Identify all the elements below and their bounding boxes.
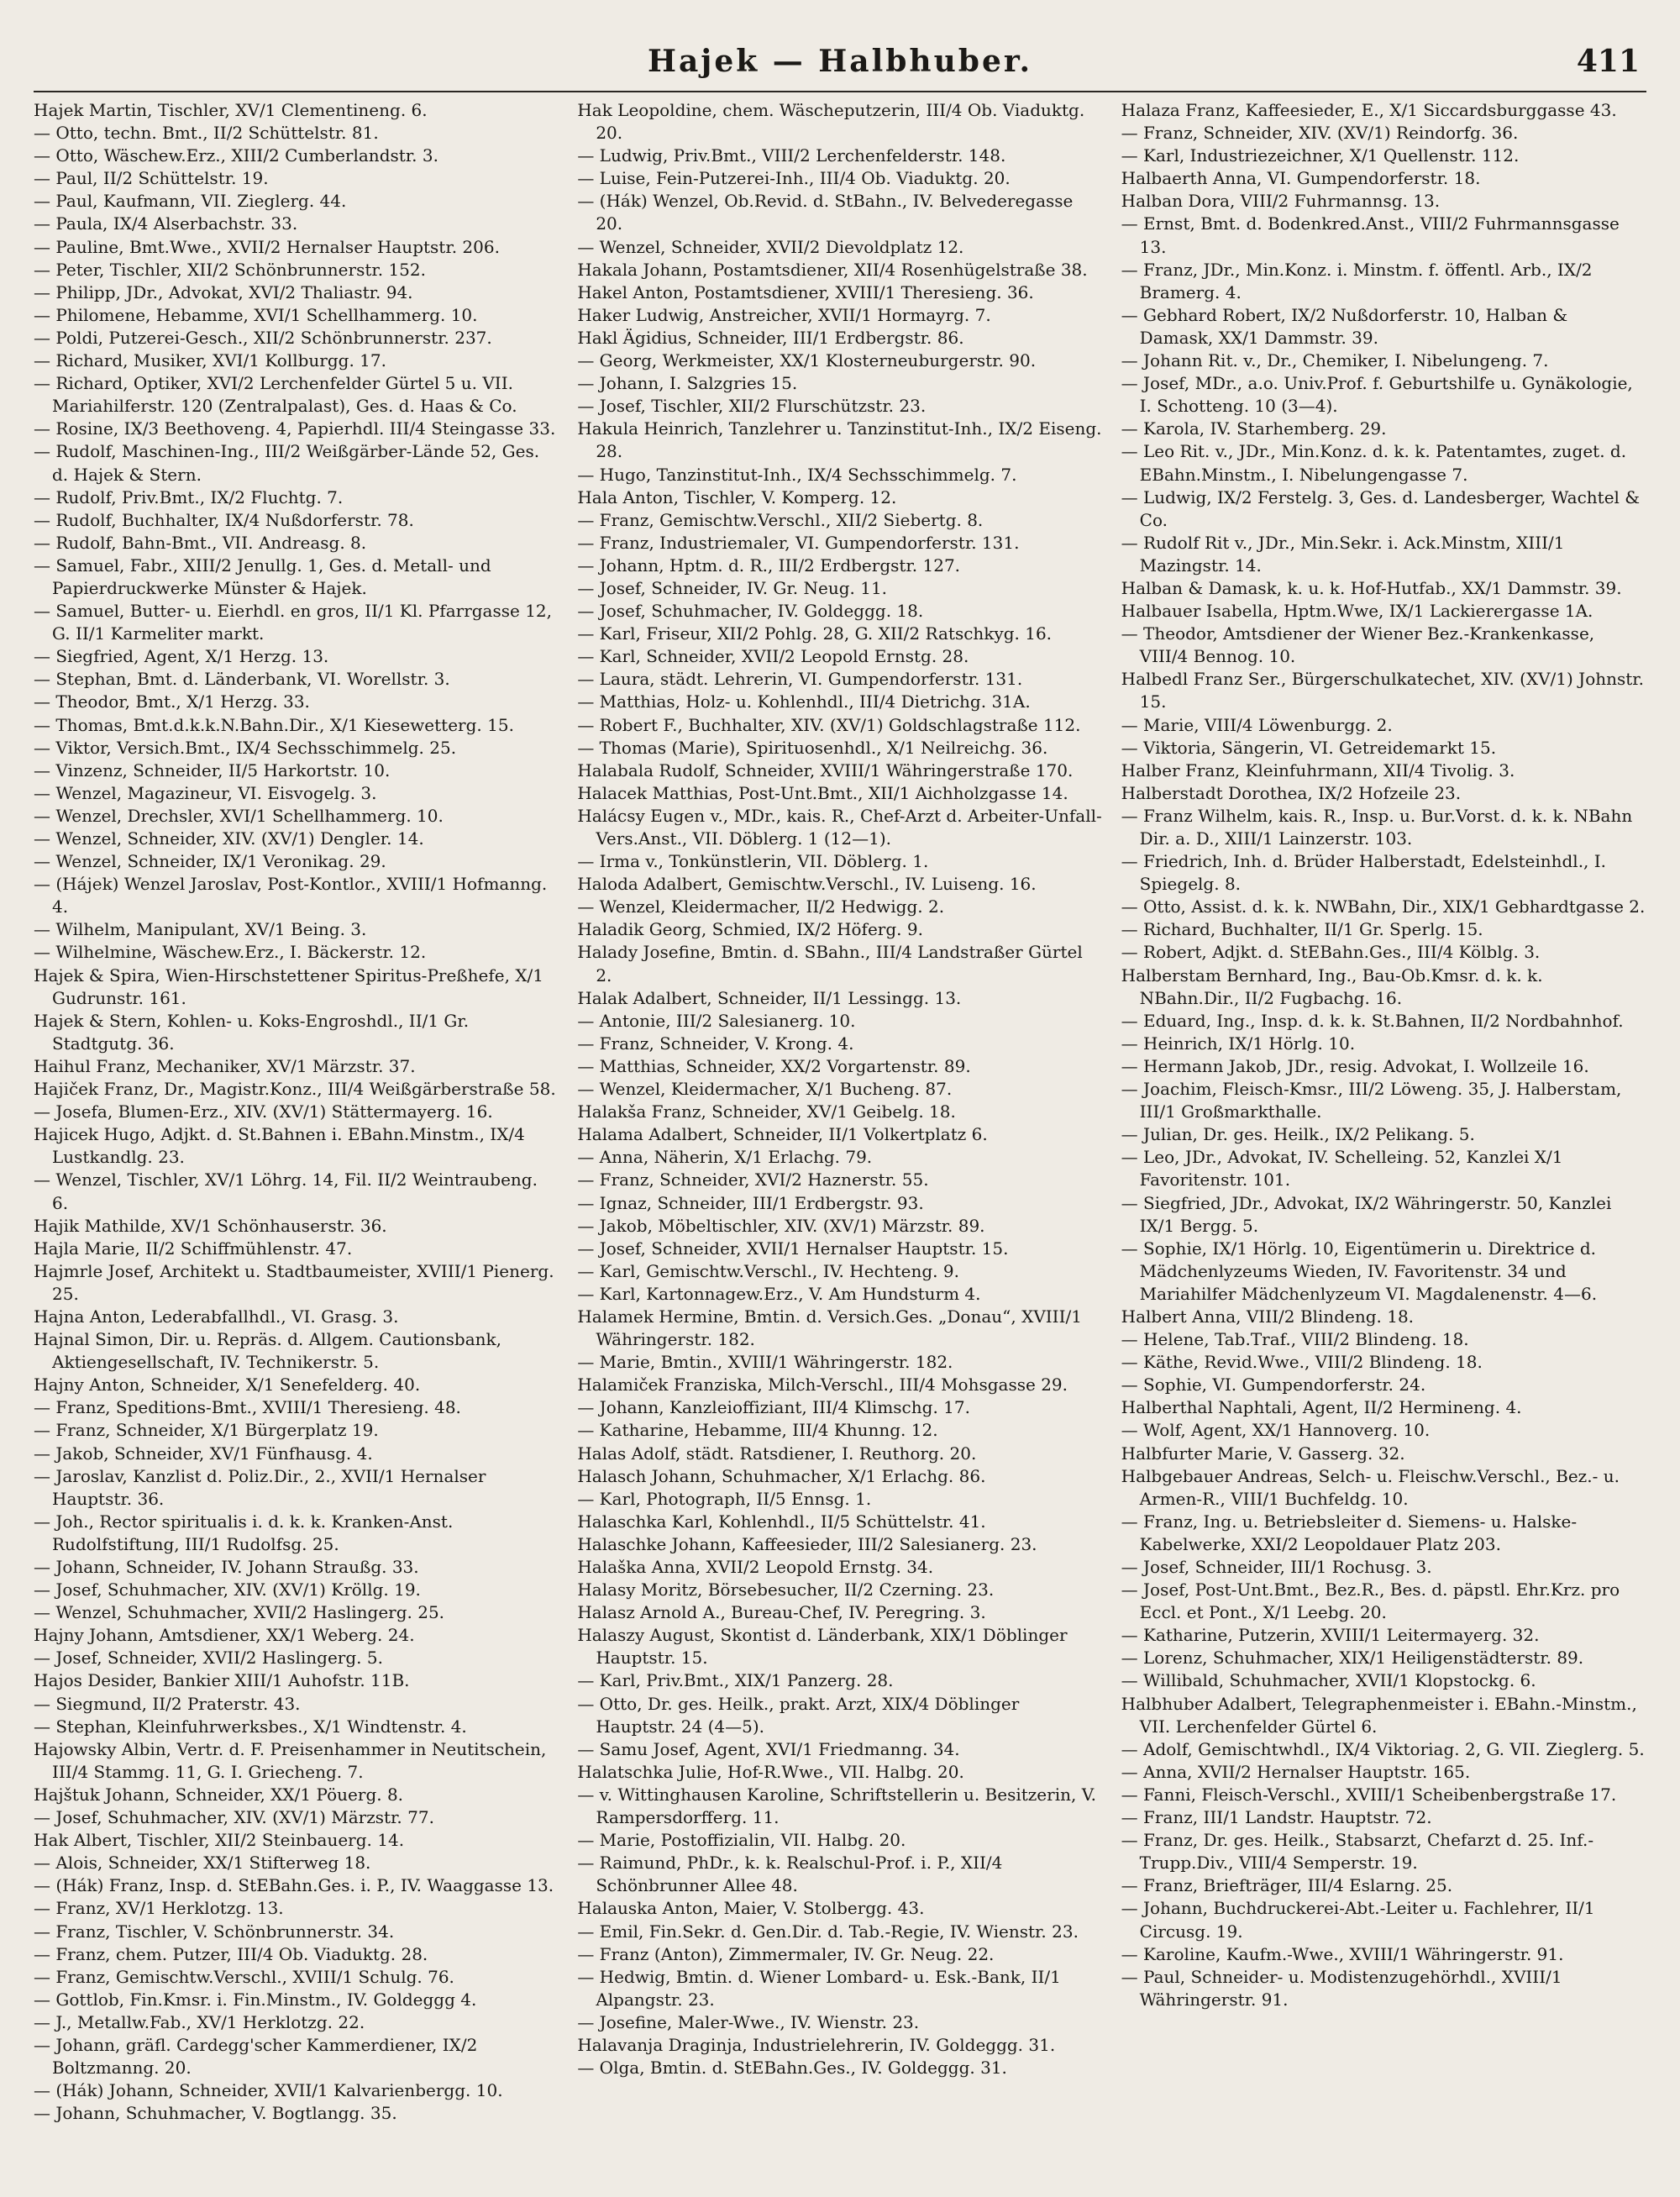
directory-entry: Halaszy August, Skontist d. Länderbank, XIX/1 Döblinger Hauptstr. 15. xyxy=(577,1625,1068,1669)
directory-entry: — Rudolf, Priv.Bmt., IX/2 Fluchtg. 7. xyxy=(34,486,344,507)
directory-entry: — Otto, Dr. ges. Heilk., prakt. Arzt, XIX/4 Döblinger Hauptstr. 24 (4—5). xyxy=(577,1693,1020,1737)
directory-entry: — Josef, Post-Unt.Bmt., Bez.R., Bes. d. päpstl. Ehr.Krz. pro Eccl. et Pont., X/1 Leebg. 20. xyxy=(1121,1579,1620,1623)
directory-entry: Halaschke Johann, Kaffeesieder, III/2 Salesianerg. 23. xyxy=(577,1533,1037,1554)
directory-entry: — Joh., Rector spiritualis i. d. k. k. Kranken-Anst. Rudolfstiftung, III/1 Rudolfsg. 25. xyxy=(34,1511,454,1554)
directory-entry: — (Hák) Johann, Schneider, XVII/1 Kalvarienbergg. 10. xyxy=(34,2080,503,2101)
directory-entry: Hajos Desider, Bankier XIII/1 Auhofstr. 11B. xyxy=(34,1670,410,1691)
directory-entry: — Helene, Tab.Traf., VIII/2 Blindeng. 18. xyxy=(1121,1329,1469,1350)
directory-entry: — Josef, Schuhmacher, XIV. (XV/1) Märzstr. 77. xyxy=(34,1807,434,1828)
directory-entry: Halaschka Karl, Kohlenhdl., II/5 Schüttelstr. 41. xyxy=(577,1511,986,1532)
directory-entry: — Julian, Dr. ges. Heilk., IX/2 Pelikang. 5. xyxy=(1121,1124,1475,1145)
directory-entry: Halacek Matthias, Post-Unt.Bmt., XII/1 Aichholzgasse 14. xyxy=(577,782,1068,803)
directory-entry: — Hermann Jakob, JDr., resig. Advokat, I. Wollzeile 16. xyxy=(1121,1055,1589,1076)
column-1 xyxy=(34,99,559,2172)
directory-entry: — Franz, Schneider, X/1 Bürgerplatz 19. xyxy=(34,1420,379,1441)
directory-entry: Halas Adolf, städt. Ratsdiener, I. Reuthorg. 20. xyxy=(577,1443,977,1464)
directory-entry: — Leo, JDr., Advokat, IV. Schelleing. 52, Kanzlei X/1 Favoritenstr. 101. xyxy=(1121,1147,1563,1190)
directory-entry: — Rudolf, Buchhalter, IX/4 Nußdorferstr. 78. xyxy=(34,509,414,530)
directory-entry: — Wenzel, Tischler, XV/1 Löhrg. 14, Fil. II/2 Weintraubeng. 6. xyxy=(34,1169,538,1213)
directory-entry: — Poldi, Putzerei-Gesch., XII/2 Schönbrunnerstr. 237. xyxy=(34,327,492,348)
directory-entry: Hajek Martin, Tischler, XV/1 Clementineng. 6. xyxy=(34,100,428,120)
directory-entry: — Rosine, IX/3 Beethoveng. 4, Papierhdl. III/4 Steingasse 33. xyxy=(34,418,556,439)
directory-entry: Haihul Franz, Mechaniker, XV/1 Märzstr. 37. xyxy=(34,1055,416,1076)
directory-entry: — Wenzel, Kleidermacher, II/2 Hedwigg. 2. xyxy=(577,896,945,917)
directory-entry: — Josef, Tischler, XII/2 Flurschützstr. 23. xyxy=(577,396,927,417)
column-2 xyxy=(577,99,1102,2172)
directory-entry: — Ignaz, Schneider, III/1 Erdbergstr. 93. xyxy=(577,1192,924,1213)
directory-entry: — Leo Rit. v., JDr., Min.Konz. d. k. k. Patentamtes, zuget. d. EBahn.Minstm., I. Nibelungengasse 7. xyxy=(1121,441,1627,485)
directory-entry: — Laura, städt. Lehrerin, VI. Gumpendorferstr. 131. xyxy=(577,669,1023,690)
directory-entry: — Johann, Schuhmacher, V. Bogtlangg. 35. xyxy=(34,2103,397,2124)
directory-entry: Hajny Anton, Schneider, X/1 Senefelderg. 40. xyxy=(34,1374,421,1395)
directory-entry: — Franz, chem. Putzer, III/4 Ob. Viaduktg. 28. xyxy=(34,1943,428,1964)
directory-entry: Halbauer Isabella, Hptm.Wwe, IX/1 Lackierergasse 1A. xyxy=(1121,601,1593,622)
directory-entry: — Wenzel, Magazineur, VI. Eisvogelg. 3. xyxy=(34,782,377,803)
directory-entry: Halady Josefine, Bmtin. d. SBahn., III/4 Landstraßer Gürtel 2. xyxy=(577,942,1083,985)
directory-entry: — (Hák) Wenzel, Ob.Revid. d. StBahn., IV. Belvederegasse 20. xyxy=(577,191,1074,234)
directory-entry: Hajštuk Johann, Schneider, XX/1 Pöuerg. 8. xyxy=(34,1784,404,1805)
directory-entry: Haloda Adalbert, Gemischtw.Verschl., IV. Luiseng. 16. xyxy=(577,874,1037,895)
directory-entry: — Karl, Kartonnagew.Erz., V. Am Hundsturm 4. xyxy=(577,1283,981,1304)
directory-entry: — Sophie, IX/1 Hörlg. 10, Eigentümerin u. Direktrice d. Mädchenlyzeums Wieden, IV. Favoritenstr. 34 und Mariahilfer Mädchenlyzeum VI. Magdalenenstr. 4—6. xyxy=(1121,1238,1598,1304)
directory-entry: — Antonie, III/2 Salesianerg. 10. xyxy=(577,1010,856,1031)
directory-entry: Hajnal Simon, Dir. u. Repräs. d. Allgem. Cautionsbank, Aktiengesellschaft, IV. Technikerstr. 5. xyxy=(34,1329,501,1373)
directory-entry: — (Hák) Franz, Insp. d. StEBahn.Ges. i. P., IV. Waaggasse 13. xyxy=(34,1875,554,1896)
directory-entry: — Katharine, Putzerin, XVIII/1 Leitermayerg. 32. xyxy=(1121,1625,1540,1646)
directory-entry: — Siegmund, II/2 Praterstr. 43. xyxy=(34,1693,301,1714)
directory-entry: — Karola, IV. Starhemberg. 29. xyxy=(1121,418,1387,439)
directory-entry: Halama Adalbert, Schneider, II/1 Volkertplatz 6. xyxy=(577,1124,988,1145)
directory-entry: Halamek Hermine, Bmtin. d. Versich.Ges. „Donau“, XVIII/1 Währingerstr. 182. xyxy=(577,1306,1082,1350)
directory-entry: — Marie, Postoffizialin, VII. Halbg. 20. xyxy=(577,1830,906,1851)
directory-entry: — Otto, techn. Bmt., II/2 Schüttelstr. 81. xyxy=(34,123,379,144)
directory-entry: Halasy Moritz, Börsebesucher, II/2 Czerning. 23. xyxy=(577,1579,995,1600)
directory-entry: — Anna, XVII/2 Hernalser Hauptstr. 165. xyxy=(1121,1761,1471,1782)
directory-entry: — Otto, Wäschew.Erz., XIII/2 Cumberlandstr. 3. xyxy=(34,145,438,166)
directory-entry: Hajmrle Josef, Architekt u. Stadtbaumeister, XVIII/1 Pienerg. 25. xyxy=(34,1260,554,1304)
directory-entry: — Marie, VIII/4 Löwenburgg. 2. xyxy=(1121,714,1393,735)
directory-entry: — Johann, Buchdruckerei-Abt.-Leiter u. Fachlehrer, II/1 Circusg. 19. xyxy=(1121,1898,1595,1942)
directory-entry: — Richard, Musiker, XVI/1 Kollburgg. 17. xyxy=(34,350,386,371)
directory-entry: — Fanni, Fleisch-Verschl., XVIII/1 Scheibenbergstraße 17. xyxy=(1121,1784,1617,1805)
directory-entry: — Philipp, JDr., Advokat, XVI/2 Thaliastr. 94. xyxy=(34,281,413,302)
directory-entry: — Anna, Näherin, X/1 Erlachg. 79. xyxy=(577,1147,873,1168)
directory-entry: — Theodor, Amtsdiener der Wiener Bez.-Krankenkasse, VIII/4 Bennog. 10. xyxy=(1121,623,1595,667)
directory-entry: — Karl, Gemischtw.Verschl., IV. Hechteng. 9. xyxy=(577,1260,959,1281)
directory-entry: — Irma v., Tonkünstlerin, VII. Döblerg. 1. xyxy=(577,851,929,872)
directory-entry: — Franz, Briefträger, III/4 Eslarng. 25. xyxy=(1121,1875,1453,1896)
directory-entry: Hajny Johann, Amtsdiener, XX/1 Weberg. 24. xyxy=(34,1625,415,1646)
directory-entry: — Franz, Dr. ges. Heilk., Stabsarzt, Chefarzt d. 25. Inf.-Trupp.Div., VIII/4 Semperstr. 19. xyxy=(1121,1830,1594,1874)
directory-entry: — Georg, Werkmeister, XX/1 Klosterneuburgerstr. 90. xyxy=(577,350,1037,371)
directory-entry: — Wolf, Agent, XX/1 Hannoverg. 10. xyxy=(1121,1420,1431,1441)
directory-entry: Hajek & Spira, Wien-Hirschstettener Spiritus-Preßhefe, X/1 Gudrunstr. 161. xyxy=(34,964,544,1008)
directory-entry: — Willibald, Schuhmacher, XVII/1 Klopstockg. 6. xyxy=(1121,1670,1536,1691)
directory-entry: Halamiček Franziska, Milch-Verschl., III/4 Mohsgasse 29. xyxy=(577,1374,1068,1395)
directory-entry: Hakl Ägidius, Schneider, III/1 Erdbergstr. 86. xyxy=(577,327,964,348)
directory-entry: Halbfurter Marie, V. Gasserg. 32. xyxy=(1121,1443,1405,1464)
directory-entry: — Paula, IX/4 Alserbachstr. 33. xyxy=(34,213,298,234)
directory-entry: — Adolf, Gemischtwhdl., IX/4 Viktoriag. 2, G. VII. Zieglerg. 5. xyxy=(1121,1738,1645,1759)
directory-entry: Hajik Mathilde, XV/1 Schönhauserstr. 36. xyxy=(34,1215,387,1236)
directory-entry: — Johann, I. Salzgries 15. xyxy=(577,373,798,394)
directory-entry: Halberstadt Dorothea, IX/2 Hofzeile 23. xyxy=(1121,782,1462,803)
directory-entry: — Friedrich, Inh. d. Brüder Halberstadt, Edelsteinhdl., I. Spiegelg. 8. xyxy=(1121,851,1607,895)
directory-entry: — J., Metallw.Fab., XV/1 Herklotzg. 22. xyxy=(34,2011,365,2032)
directory-entry: Halácsy Eugen v., MDr., kais. R., Chef-Arzt d. Arbeiter-Unfall-Vers.Anst., VII. Döblerg. 1 (12—1). xyxy=(577,805,1102,849)
directory-entry: — Franz, Gemischtw.Verschl., XII/2 Siebertg. 8. xyxy=(577,509,984,530)
directory-entry: — Josef, Schuhmacher, IV. Goldeggg. 18. xyxy=(577,601,924,622)
directory-entry: Halbert Anna, VIII/2 Blindeng. 18. xyxy=(1121,1306,1415,1327)
directory-entry: — Rudolf, Bahn-Bmt., VII. Andreasg. 8. xyxy=(34,532,367,553)
directory-entry: — Josef, Schneider, III/1 Rochusg. 3. xyxy=(1121,1557,1432,1577)
directory-entry: — Paul, Kaufmann, VII. Zieglerg. 44. xyxy=(34,191,347,212)
directory-entry: — Franz, Industriemaler, VI. Gumpendorferstr. 131. xyxy=(577,532,1020,553)
directory-entry: — Heinrich, IX/1 Hörlg. 10. xyxy=(1121,1033,1356,1054)
page-number: 411 xyxy=(1576,44,1640,79)
page-header xyxy=(34,40,1646,92)
directory-entry: — Franz Wilhelm, kais. R., Insp. u. Bur.Vorst. d. k. k. NBahn Dir. a. D., XIII/1 Lainzerstr. 103. xyxy=(1121,805,1633,849)
directory-entry: — Marie, Bmtin., XVIII/1 Währingerstr. 182. xyxy=(577,1352,953,1373)
directory-entry: — (Hájek) Wenzel Jaroslav, Post-Kontlor., XVIII/1 Hofmanng. 4. xyxy=(34,874,548,917)
directory-entry: Halban Dora, VIII/2 Fuhrmannsg. 13. xyxy=(1121,191,1441,212)
directory-entry: Hajek & Stern, Kohlen- u. Koks-Engroshdl., II/1 Gr. Stadtgutg. 36. xyxy=(34,1010,470,1054)
directory-entry: — Joachim, Fleisch-Kmsr., III/2 Löweng. 35, J. Halberstam, III/1 Großmarkthalle. xyxy=(1121,1079,1622,1122)
directory-entry: — Emil, Fin.Sekr. d. Gen.Dir. d. Tab.-Regie, IV. Wienstr. 23. xyxy=(577,1921,1079,1942)
directory-entry: — Jakob, Schneider, XV/1 Fünfhausg. 4. xyxy=(34,1443,373,1464)
directory-entry: Halber Franz, Kleinfuhrmann, XII/4 Tivolig. 3. xyxy=(1121,759,1515,781)
directory-entry: Halberthal Naphtali, Agent, II/2 Hermineng. 4. xyxy=(1121,1397,1522,1418)
directory-entry: — Hugo, Tanzinstitut-Inh., IX/4 Sechsschimmelg. 7. xyxy=(577,464,1017,485)
directory-entry: — Käthe, Revid.Wwe., VIII/2 Blindeng. 18. xyxy=(1121,1352,1483,1373)
columns-container xyxy=(34,99,1646,2172)
directory-entry: — Josef, Schneider, IV. Gr. Neug. 11. xyxy=(577,577,888,598)
directory-entry: — Otto, Assist. d. k. k. NWBahn, Dir., XIX/1 Gebhardtgasse 2. xyxy=(1121,896,1646,917)
directory-entry: — Karoline, Kaufm.-Wwe., XVIII/1 Währingerstr. 91. xyxy=(1121,1943,1564,1964)
directory-entry: — Johann, Kanzleioffiziant, III/4 Klimschg. 17. xyxy=(577,1397,970,1418)
directory-entry: — Stephan, Bmt. d. Länderbank, VI. Worellstr. 3. xyxy=(34,669,450,690)
directory-entry: Hajna Anton, Lederabfallhdl., VI. Grasg. 3. xyxy=(34,1306,399,1327)
directory-entry: — Ernst, Bmt. d. Bodenkred.Anst., VIII/2 Fuhrmannsgasse 13. xyxy=(1121,213,1620,257)
directory-entry: — Wenzel, Kleidermacher, X/1 Bucheng. 87. xyxy=(577,1079,953,1100)
directory-entry: — Vinzenz, Schneider, II/5 Harkortstr. 10. xyxy=(34,759,391,781)
directory-entry: — Karl, Industriezeichner, X/1 Quellenstr. 112. xyxy=(1121,145,1520,166)
directory-entry: — Karl, Priv.Bmt., XIX/1 Panzerg. 28. xyxy=(577,1670,894,1691)
directory-entry: — Gottlob, Fin.Kmsr. i. Fin.Minstm., IV. Goldeggg 4. xyxy=(34,1989,477,2010)
directory-entry: — Karl, Schneider, XVII/2 Leopold Ernstg. 28. xyxy=(577,646,969,667)
directory-entry: Hajicek Hugo, Adjkt. d. St.Bahnen i. EBahn.Minstm., IX/4 Lustkandlg. 23. xyxy=(34,1124,525,1168)
directory-entry: Haker Ludwig, Anstreicher, XVII/1 Hormayrg. 7. xyxy=(577,304,991,325)
directory-entry: — Pauline, Bmt.Wwe., XVII/2 Hernalser Hauptstr. 206. xyxy=(34,236,500,257)
directory-entry: — Wilhelm, Manipulant, XV/1 Being. 3. xyxy=(34,919,367,940)
directory-entry: — Robert F., Buchhalter, XIV. (XV/1) Goldschlagstraße 112. xyxy=(577,714,1081,735)
directory-entry: Halavanja Draginja, Industrielehrerin, IV. Goldeggg. 31. xyxy=(577,2034,1056,2055)
directory-entry: — Sophie, VI. Gumpendorferstr. 24. xyxy=(1121,1374,1426,1395)
directory-entry: Hajiček Franz, Dr., Magistr.Konz., III/4 Weißgärberstraße 58. xyxy=(34,1079,556,1100)
directory-entry: — Robert, Adjkt. d. StEBahn.Ges., III/4 Kölblg. 3. xyxy=(1121,942,1541,963)
directory-entry: — Richard, Buchhalter, II/1 Gr. Sperlg. 15. xyxy=(1121,919,1483,940)
directory-entry: — Karl, Photograph, II/5 Ennsg. 1. xyxy=(577,1488,872,1509)
directory-entry: — Stephan, Kleinfuhrwerksbes., X/1 Windtenstr. 4. xyxy=(34,1716,467,1737)
directory-entry: — Samuel, Fabr., XIII/2 Jenullg. 1, Ges. d. Metall- und Papierdruckwerke Münster & Hajek. xyxy=(34,555,491,598)
directory-entry: — Thomas, Bmt.d.k.k.N.Bahn.Dir., X/1 Kiesewetterg. 15. xyxy=(34,714,514,735)
directory-entry: — Rudolf Rit v., JDr., Min.Sekr. i. Ack.Minstm, XIII/1 Mazingstr. 14. xyxy=(1121,532,1565,576)
directory-entry: Halasch Johann, Schuhmacher, X/1 Erlachg. 86. xyxy=(577,1465,986,1486)
directory-entry: Halban & Damask, k. u. k. Hof-Hutfab., XX/1 Dammstr. 39. xyxy=(1121,577,1622,598)
directory-entry: Halabala Rudolf, Schneider, XVIII/1 Währingerstraße 170. xyxy=(577,759,1074,781)
directory-entry: — v. Wittinghausen Karoline, Schriftstellerin u. Besitzerin, V. Rampersdorfferg. 11. xyxy=(577,1784,1096,1828)
directory-entry: Haladik Georg, Schmied, IX/2 Höferg. 9. xyxy=(577,919,923,940)
directory-entry: — Josefine, Maler-Wwe., IV. Wienstr. 23. xyxy=(577,2011,920,2032)
directory-entry: Halaza Franz, Kaffeesieder, E., X/1 Siccardsburggasse 43. xyxy=(1121,100,1617,120)
directory-entry: — Peter, Tischler, XII/2 Schönbrunnerstr. 152. xyxy=(34,259,426,280)
directory-entry: Halbgebauer Andreas, Selch- u. Fleischw.Verschl., Bez.- u. Armen-R., VIII/1 Buchfeldg. 10. xyxy=(1121,1465,1620,1509)
directory-entry: — Gebhard Robert, IX/2 Nußdorferstr. 10, Halban & Damask, XX/1 Dammstr. 39. xyxy=(1121,304,1568,348)
directory-entry: — Johann, gräfl. Cardegg'scher Kammerdiener, IX/2 Boltzmanng. 20. xyxy=(34,2034,478,2079)
directory-entry: Halaška Anna, XVII/2 Leopold Ernstg. 34. xyxy=(577,1557,934,1577)
directory-entry: Halbedl Franz Ser., Bürgerschulkatechet, XIV. (XV/1) Johnstr. 15. xyxy=(1121,669,1645,712)
directory-entry: — Josef, Schuhmacher, XIV. (XV/1) Kröllg. 19. xyxy=(34,1579,421,1600)
directory-entry: Hakula Heinrich, Tanzlehrer u. Tanzinstitut-Inh., IX/2 Eiseng. 28. xyxy=(577,418,1102,462)
directory-entry: — Eduard, Ing., Insp. d. k. k. St.Bahnen, II/2 Nordbahnhof. xyxy=(1121,1010,1624,1031)
directory-entry: — Jaroslav, Kanzlist d. Poliz.Dir., 2., XVII/1 Hernalser Hauptstr. 36. xyxy=(34,1465,486,1509)
directory-entry: — Raimund, PhDr., k. k. Realschul-Prof. i. P., XII/4 Schönbrunner Allee 48. xyxy=(577,1853,1003,1896)
directory-entry: — Theodor, Bmt., X/1 Herzg. 33. xyxy=(34,691,310,712)
directory-entry: — Viktor, Versich.Bmt., IX/4 Sechsschimmelg. 25. xyxy=(34,737,457,758)
directory-entry: — Paul, Schneider- u. Modistenzugehörhdl., XVIII/1 Währingerstr. 91. xyxy=(1121,1966,1562,2010)
directory-entry: — Johann, Hptm. d. R., III/2 Erdbergstr. 127. xyxy=(577,555,961,576)
directory-entry: Hak Leopoldine, chem. Wäscheputzerin, III/4 Ob. Viaduktg. 20. xyxy=(577,100,1085,144)
directory-entry: Halauska Anton, Maier, V. Stolbergg. 43. xyxy=(577,1898,925,1919)
column-3 xyxy=(1121,99,1646,2172)
directory-entry: — Jakob, Möbeltischler, XIV. (XV/1) Märzstr. 89. xyxy=(577,1215,985,1236)
directory-entry: Halasz Arnold A., Bureau-Chef, IV. Peregring. 3. xyxy=(577,1602,986,1623)
directory-entry: Halatschka Julie, Hof-R.Wwe., VII. Halbg. 20. xyxy=(577,1761,964,1782)
directory-entry: — Wilhelmine, Wäschew.Erz., I. Bäckerstr. 12. xyxy=(34,942,427,963)
directory-entry: Halberstam Bernhard, Ing., Bau-Ob.Kmsr. d. k. k. NBahn.Dir., II/2 Fugbachg. 16. xyxy=(1121,964,1543,1008)
running-title: Hajek — Halbhuber. xyxy=(647,44,1033,79)
directory-entry: Hajowsky Albin, Vertr. d. F. Preisenhammer in Neutitschein, III/4 Stammg. 11, G. I. Griecheng. 7. xyxy=(34,1738,547,1782)
directory-entry: Halakša Franz, Schneider, XV/1 Geibelg. 18. xyxy=(577,1101,956,1122)
directory-entry: — Richard, Optiker, XVI/2 Lerchenfelder Gürtel 5 u. VII. Mariahilferstr. 120 (Zentralpalast), Ges. d. Haas & Co. xyxy=(34,373,517,417)
directory-entry: — Franz, Speditions-Bmt., XVIII/1 Theresieng. 48. xyxy=(34,1397,461,1418)
directory-entry: — Franz, Schneider, XVI/2 Haznerstr. 55. xyxy=(577,1169,929,1190)
directory-entry: — Matthias, Schneider, XX/2 Vorgartenstr. 89. xyxy=(577,1055,971,1076)
directory-entry: — Luise, Fein-Putzerei-Inh., III/4 Ob. Viaduktg. 20. xyxy=(577,168,1011,189)
directory-entry: — Alois, Schneider, XX/1 Stifterweg 18. xyxy=(34,1853,371,1874)
directory-entry: — Johann, Schneider, IV. Johann Straußg. 33. xyxy=(34,1557,419,1577)
directory-entry: Hala Anton, Tischler, V. Komperg. 12. xyxy=(577,486,897,507)
directory-entry: — Franz (Anton), Zimmermaler, IV. Gr. Neug. 22. xyxy=(577,1943,995,1964)
directory-entry: — Franz, Tischler, V. Schönbrunnerstr. 34. xyxy=(34,1921,395,1942)
directory-entry: Halbaerth Anna, VI. Gumpendorferstr. 18. xyxy=(1121,168,1481,189)
directory-entry: — Franz, Schneider, XIV. (XV/1) Reindorfg. 36. xyxy=(1121,123,1519,144)
directory-entry: — Samu Josef, Agent, XVI/1 Friedmanng. 34. xyxy=(577,1738,960,1759)
directory-entry: — Lorenz, Schuhmacher, XIX/1 Heiligenstädterstr. 89. xyxy=(1121,1648,1584,1669)
directory-entry: — Ludwig, Priv.Bmt., VIII/2 Lerchenfelderstr. 148. xyxy=(577,145,1006,166)
directory-entry: — Franz, III/1 Landstr. Hauptstr. 72. xyxy=(1121,1807,1432,1828)
directory-entry: — Wenzel, Schneider, XVII/2 Dievoldplatz 12. xyxy=(577,236,964,257)
directory-entry: — Johann Rit. v., Dr., Chemiker, I. Nibelungeng. 7. xyxy=(1121,350,1549,371)
directory-entry: — Josef, Schneider, XVII/1 Hernalser Hauptstr. 15. xyxy=(577,1238,1009,1259)
directory-entry: — Paul, II/2 Schüttelstr. 19. xyxy=(34,168,269,189)
directory-entry: Hakala Johann, Postamtsdiener, XII/4 Rosenhügelstraße 38. xyxy=(577,259,1088,280)
directory-entry: — Katharine, Hebamme, III/4 Khunng. 12. xyxy=(577,1420,938,1441)
directory-entry: — Matthias, Holz- u. Kohlenhdl., III/4 Dietrichg. 31A. xyxy=(577,691,1031,712)
directory-entry: — Viktoria, Sängerin, VI. Getreidemarkt 15. xyxy=(1121,737,1497,758)
directory-entry: — Wenzel, Schneider, IX/1 Veronikag. 29. xyxy=(34,851,386,872)
directory-entry: — Franz, XV/1 Herklotzg. 13. xyxy=(34,1898,284,1919)
directory-entry: — Siegfried, Agent, X/1 Herzg. 13. xyxy=(34,646,329,667)
directory-entry: — Franz, Schneider, V. Krong. 4. xyxy=(577,1033,854,1054)
directory-entry: — Olga, Bmtin. d. StEBahn.Ges., IV. Goldeggg. 31. xyxy=(577,2058,1007,2079)
directory-entry: Halbhuber Adalbert, Telegraphenmeister i. EBahn.-Minstm., VII. Lerchenfelder Gürtel 6. xyxy=(1121,1693,1637,1737)
directory-entry: — Siegfried, JDr., Advokat, IX/2 Währingerstr. 50, Kanzlei IX/1 Bergg. 5. xyxy=(1121,1192,1612,1236)
directory-entry: — Karl, Friseur, XII/2 Pohlg. 28, G. XII/2 Ratschkyg. 16. xyxy=(577,623,1053,644)
directory-entry: — Josef, MDr., a.o. Univ.Prof. f. Geburtshilfe u. Gynäkologie, I. Schotteng. 10 (3—4). xyxy=(1121,373,1633,417)
directory-entry: — Franz, JDr., Min.Konz. i. Minstm. f. öffentl. Arb., IX/2 Bramerg. 4. xyxy=(1121,259,1593,302)
directory-entry: Hak Albert, Tischler, XII/2 Steinbauerg. 14. xyxy=(34,1830,405,1851)
directory-entry: — Rudolf, Maschinen-Ing., III/2 Weißgärber-Lände 52, Ges. d. Hajek & Stern. xyxy=(34,441,540,485)
directory-entry: — Josefa, Blumen-Erz., XIV. (XV/1) Stättermayerg. 16. xyxy=(34,1101,493,1122)
directory-entry: — Franz, Ing. u. Betriebsleiter d. Siemens- u. Halske-Kabelwerke, XXI/2 Leopoldauer Platz 203. xyxy=(1121,1511,1578,1554)
directory-entry: — Josef, Schneider, XVII/2 Haslingerg. 5. xyxy=(34,1648,383,1669)
directory-entry: — Ludwig, IX/2 Ferstelg. 3, Ges. d. Landesberger, Wachtel & Co. xyxy=(1121,486,1641,530)
directory-entry: — Wenzel, Drechsler, XVI/1 Schellhammerg. 10. xyxy=(34,805,444,826)
directory-entry: Hakel Anton, Postamtsdiener, XVIII/1 Theresieng. 36. xyxy=(577,281,1034,302)
directory-entry: — Franz, Gemischtw.Verschl., XVIII/1 Schulg. 76. xyxy=(34,1966,454,1987)
directory-entry: — Hedwig, Bmtin. d. Wiener Lombard- u. Esk.-Bank, II/1 Alpangstr. 23. xyxy=(577,1966,1061,2010)
directory-entry: — Wenzel, Schneider, XIV. (XV/1) Dengler. 14. xyxy=(34,828,424,849)
directory-entry: Hajla Marie, II/2 Schiffmühlenstr. 47. xyxy=(34,1238,353,1259)
directory-entry: Halak Adalbert, Schneider, II/1 Lessingg. 13. xyxy=(577,987,962,1008)
directory-entry: — Samuel, Butter- u. Eierhdl. en gros, II/1 Kl. Pfarrgasse 12, G. II/1 Karmeliter markt. xyxy=(34,601,553,644)
directory-entry: — Philomene, Hebamme, XVI/1 Schellhammerg. 10. xyxy=(34,304,478,325)
directory-entry: — Thomas (Marie), Spirituosenhdl., X/1 Neilreichg. 36. xyxy=(577,737,1048,758)
directory-entry: — Wenzel, Schuhmacher, XVII/2 Haslingerg. 25. xyxy=(34,1602,445,1623)
